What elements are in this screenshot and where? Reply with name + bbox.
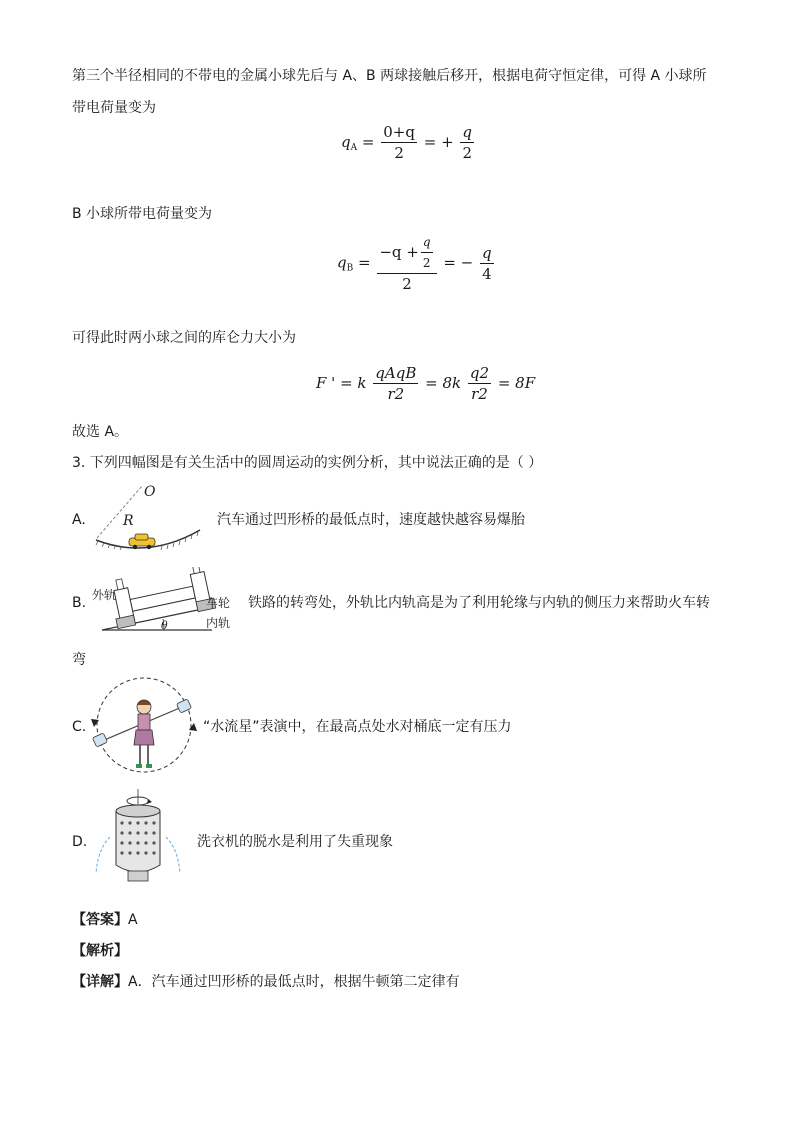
paragraph-line: 可得此时两小球之间的库仑力大小为 — [72, 330, 296, 346]
washing-machine-drum-figure — [92, 787, 184, 887]
question-stem: 3. 下列四幅图是有关生活中的圆周运动的实例分析，其中说法正确的是（ ） — [72, 455, 543, 471]
formula-force: F ' = k $\frac{\text{qAqB}}{r2}$ = 8k $\frac{q2}{r2}$ = 8F — [316, 364, 536, 403]
answer-label: 【答案】 — [72, 912, 128, 928]
option-text: 汽车通过凹形桥的最低点时，速度越快越容易爆胎 — [217, 512, 525, 528]
paragraph-line: 第三个半径相同的不带电的金属小球先后与 A、B 两球接触后移开，根据电荷守恒定律，可得 A 小球所 — [72, 68, 707, 84]
railway-curve-figure — [92, 567, 240, 637]
answer-line — [72, 911, 138, 929]
option-text: 铁路的转弯处，外轨比内轨高是为了利用轮缘与内轨的侧压力来帮助火车转 — [248, 595, 710, 611]
option-text: 洗衣机的脱水是利用了失重现象 — [197, 834, 393, 850]
wheel-label: 车轮 — [206, 596, 231, 610]
water-meteor-figure — [88, 675, 200, 779]
paragraph-line: 带电荷量变为 — [72, 100, 156, 116]
concave-bridge-figure — [92, 478, 202, 550]
option-letter: D. — [72, 834, 88, 850]
option-text: “水流星”表演中，在最高点处水对桶底一定有压力 — [203, 719, 512, 735]
paragraph-line: 故选 A。 — [72, 424, 129, 440]
detail-text: A．汽车通过凹形桥的最低点时，根据牛顿第二定律有 — [128, 974, 460, 990]
point-o-label: O — [144, 484, 156, 500]
analysis-label: 【解析】 — [72, 943, 128, 959]
paragraph-line: B 小球所带电荷量变为 — [72, 206, 213, 222]
option-text-continued: 弯 — [72, 652, 86, 668]
radius-label: R — [123, 513, 134, 529]
inner-rail-label: 内轨 — [206, 616, 231, 630]
option-letter: C. — [72, 719, 87, 735]
answer-value: A — [128, 912, 138, 928]
svg-text:θ: θ — [161, 619, 168, 632]
detail-label: 【详解】 — [72, 974, 128, 990]
formula-qb: $q_B$ = −q + $\frac{q}{2}$ 2 = − $\frac{q}{4}$ — [337, 235, 492, 293]
option-letter: B. — [72, 595, 87, 611]
formula-qa: $q_A$ = $\frac{0+q}{2}$ = + $\frac{q}{2}$ — [341, 123, 473, 162]
detail-line — [72, 973, 460, 991]
option-letter: A. — [72, 512, 86, 528]
outer-rail-label: 外轨 — [92, 588, 117, 602]
